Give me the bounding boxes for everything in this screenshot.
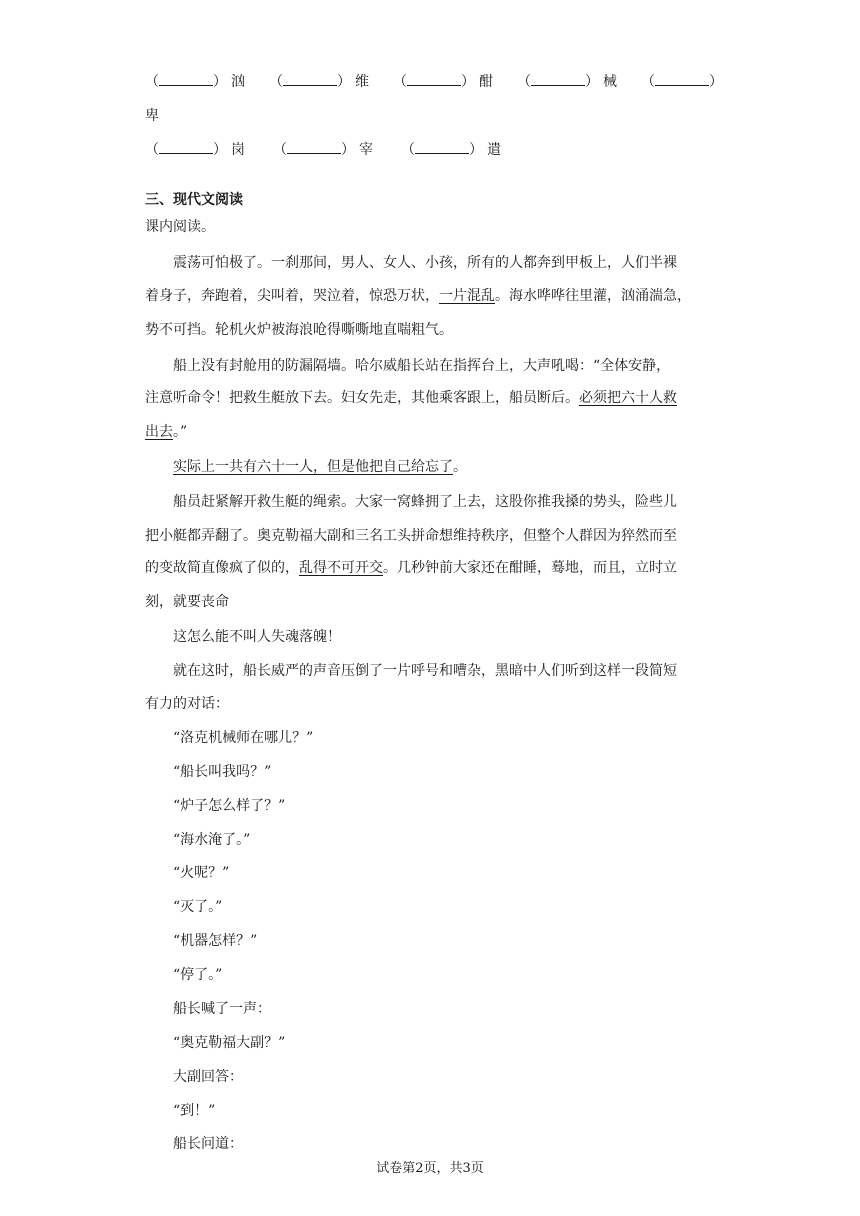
answer-blank[interactable] xyxy=(159,141,213,154)
fill-blank-item: （ ） 酣 xyxy=(393,74,493,90)
blank-character: 遣 xyxy=(487,142,501,158)
passage-line: 船员赶紧解开救生艇的绳索。大家一窝蜂拥了上去，这股你推我搡的势头，险些儿 xyxy=(173,494,677,510)
fill-blank-item: （ ） xyxy=(641,74,723,90)
blank-character: 械 xyxy=(603,74,617,90)
passage-line: 就在这时，船长威严的声音压倒了一片呼号和嘈杂，黑暗中人们听到这样一段简短 xyxy=(173,663,677,679)
blank-character: 宰 xyxy=(359,142,373,158)
fill-blank-item: （ ） 维 xyxy=(269,74,369,90)
dialogue-line: 大副回答： xyxy=(173,1069,243,1085)
dialogue-line: “停了。” xyxy=(173,967,223,983)
passage-line: 的变故简直像疯了似的，乱得不可开交。几秒钟前大家还在酣睡，蓦地，而且，立时立 xyxy=(145,560,677,576)
dialogue-line: “海水淹了。” xyxy=(173,832,251,848)
passage-line: 这怎么能不叫人失魂落魄！ xyxy=(173,629,341,645)
answer-blank[interactable] xyxy=(415,141,469,154)
passage-line: 刻，就要丧命 xyxy=(145,594,229,610)
passage-line: 有力的对话： xyxy=(145,696,229,712)
passage-line: 出去。” xyxy=(145,424,188,440)
underlined-sentence: 实际上一共有六十一人，但是他把自己给忘了 xyxy=(173,459,453,475)
answer-blank[interactable] xyxy=(531,73,585,86)
blank-character: 酣 xyxy=(479,74,493,90)
underlined-phrase: 出去 xyxy=(145,424,173,440)
dialogue-line: “船长叫我吗？” xyxy=(173,764,272,780)
answer-blank[interactable] xyxy=(283,73,337,86)
answer-blank[interactable] xyxy=(159,73,213,86)
fill-blank-item: （ ） 宰 xyxy=(273,142,373,158)
passage-line: 船上没有封舱用的防漏隔墙。哈尔威船长站在指挥台上，大声吼喝：“全体安静， xyxy=(173,358,671,374)
blank-character: 维 xyxy=(355,74,369,90)
answer-blank[interactable] xyxy=(287,141,341,154)
dialogue-line: “机器怎样？” xyxy=(173,933,258,949)
passage-line: 势不可挡。轮机火炉被海浪呛得嘶嘶地直喘粗气。 xyxy=(145,322,453,338)
passage-line: 把小艇都弄翻了。奥克勒福大副和三名工头拼命想维持秩序，但整个人群因为猝然而至 xyxy=(145,528,677,544)
blank-character-wrapped: 卑 xyxy=(145,108,159,124)
passage-line: 注意听命令！把救生艇放下去。妇女先走，其他乘客跟上，船员断后。必须把六十人救 xyxy=(145,390,677,406)
fill-blank-item: （ ） 岗 xyxy=(145,142,245,158)
fill-blank-item: （ ） 械 xyxy=(517,74,617,90)
passage-line: 震荡可怕极了。一刹那间，男人、女人、小孩，所有的人都奔到甲板上，人们半裸 xyxy=(173,255,677,271)
fill-blank-item: （ ） 遣 xyxy=(401,142,501,158)
underlined-phrase: 必须把六十人救 xyxy=(579,390,677,406)
dialogue-line: “到！” xyxy=(173,1103,216,1119)
dialogue-line: 船长喊了一声： xyxy=(173,1001,271,1017)
passage-line: 实际上一共有六十一人，但是他把自己给忘了。 xyxy=(173,459,467,475)
page-footer: 试卷第2页，共3页 xyxy=(376,1161,484,1176)
underlined-phrase: 一片混乱 xyxy=(439,288,495,304)
dialogue-line: “炉子怎么样了？” xyxy=(173,798,286,814)
dialogue-line: “灭了。” xyxy=(173,899,223,915)
fill-blank-item: （ ） 汹 xyxy=(145,74,245,90)
dialogue-line: “洛克机械师在哪儿？” xyxy=(173,730,314,746)
dialogue-line: “火呢？” xyxy=(173,865,230,881)
dialogue-line: “奥克勒福大副？” xyxy=(173,1035,286,1051)
section-title: 三、现代文阅读 xyxy=(145,192,243,208)
passage-line: 着身子，奔跑着，尖叫着，哭泣着，惊恐万状，一片混乱。海水哗哗往里灌，汹涌湍急， xyxy=(145,288,691,304)
section-subtitle: 课内阅读。 xyxy=(145,219,215,235)
blank-character: 汹 xyxy=(231,74,245,90)
dialogue-line: 船长问道： xyxy=(173,1136,243,1152)
answer-blank[interactable] xyxy=(655,73,709,86)
blank-character: 岗 xyxy=(231,142,245,158)
answer-blank[interactable] xyxy=(407,73,461,86)
underlined-phrase: 乱得不可开交 xyxy=(299,560,383,576)
